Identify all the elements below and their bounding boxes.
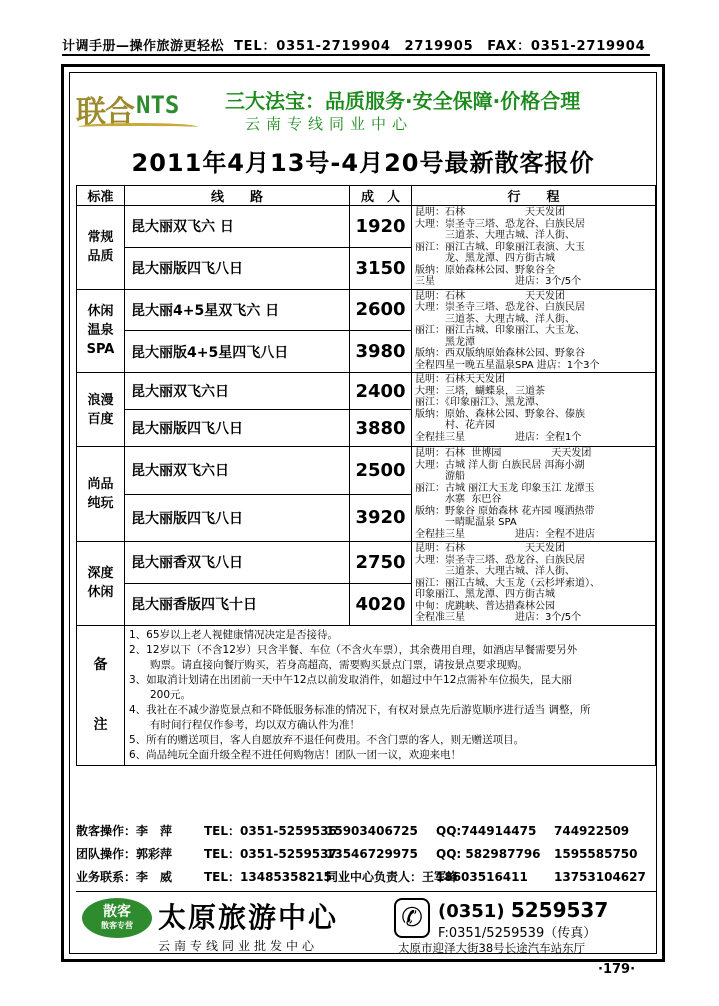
itinerary-line: 一晴昵温泉 SPA — [415, 517, 517, 528]
itinerary-cell — [412, 206, 656, 290]
contact-qq-label: 18603516411 — [436, 869, 528, 884]
itinerary-line: 三星 进店：3个/5个 — [415, 276, 582, 287]
notes-cell — [125, 625, 656, 765]
category-cell: 常规 品质 — [77, 206, 125, 290]
col-header-itinerary: 行 程 — [412, 186, 656, 206]
contact-mobile: 13546729975 — [326, 846, 418, 861]
itinerary-line: 丽江：丽江古城、大玉龙（云杉坪索道）、 — [415, 577, 600, 589]
footer — [76, 891, 656, 963]
table-row — [77, 542, 656, 584]
company-logo — [76, 83, 216, 135]
route-cell: 昆大丽双飞六日 — [125, 447, 350, 495]
table-row — [77, 373, 656, 410]
contact-mobile: 同业中心负责人：王军峰 — [326, 870, 459, 884]
itinerary-line: 村、花卉园 — [415, 420, 495, 431]
top-slogan: 计调手册—操作旅游更轻松 — [62, 38, 225, 54]
itinerary-line: 丽江：丽江古城、印象丽江、大玉龙、 — [415, 325, 585, 336]
price-cell: 3920 — [350, 494, 412, 542]
itinerary-line: 全程四星一晚五星温泉SPA 进店：1个3个 — [415, 359, 600, 371]
route-cell: 昆大丽版4+5星四飞八日 — [125, 331, 350, 373]
contact-tel: TEL：0351-5259536 — [204, 824, 337, 838]
itinerary-cell — [412, 447, 656, 542]
price-cell: 4020 — [350, 583, 412, 625]
page-title: 2011年4月13号-4月20号最新散客报价 — [131, 149, 595, 177]
price-cell: 2600 — [350, 289, 412, 331]
category-cell: 休闲 温泉 SPA — [77, 289, 125, 373]
price-table — [76, 185, 656, 766]
footer-badge — [82, 898, 152, 938]
phone-icon: ✆ — [394, 898, 430, 938]
itinerary-line: 版纳：西双版纳原始森林公园、野象谷 — [415, 348, 585, 359]
notes-label: 备 注 — [77, 625, 125, 765]
route-cell: 昆大丽双飞六 日 — [125, 206, 350, 248]
contact-tel: TEL：0351-5259537 — [204, 847, 337, 861]
contact-qq-label: QQ:744914475 — [436, 823, 537, 838]
contact-qq2: 1595585750 — [554, 846, 638, 861]
contact-label: 团队操作：郭彩萍 — [76, 847, 173, 861]
price-cell: 2750 — [350, 542, 412, 584]
route-cell: 昆大丽版四飞八日 — [125, 494, 350, 542]
itinerary-line: 印象丽江、黑龙潭、四方街古城 — [415, 589, 555, 600]
itinerary-line: 三道茶、大理古城、洋人街、 — [415, 313, 575, 325]
note-line: 2、12岁以下（不含12岁）只含半餐、车位（不含火车票），其余费用自理，如酒店早餐需要另外 — [129, 643, 578, 656]
col-header-adult: 成 人 — [350, 186, 412, 206]
logo-text-en: NTS — [136, 91, 180, 119]
itinerary-line: 昆明：石林 天天发团 — [415, 543, 565, 554]
contact-mobile: 15903406725 — [326, 823, 418, 838]
category-cell: 深度 休闲 — [77, 542, 125, 626]
footer-company-sub: 云南专线同业批发中心 — [158, 939, 319, 953]
itinerary-line: 版纳：原始、森林公园、野象谷、傣族 — [415, 408, 585, 420]
badge-text: 散客 — [103, 904, 131, 920]
contact-label: 业务联系：李 威 — [76, 870, 173, 884]
table-row — [77, 206, 656, 248]
table-row — [77, 447, 656, 495]
itinerary-line: 大理：古城 洋人街 白族民居 洱海小湖 — [415, 459, 585, 471]
note-line: 3、如取消计划请在出团前一天中午12点以前发取消件，如超过中午12点需补车位损失，昆大丽 — [129, 673, 572, 686]
top-bar — [62, 34, 650, 56]
price-cell: 3980 — [350, 331, 412, 373]
note-line: 5、所有的赠送项目，客人自愿放弃不退任何费用。不含门票的客人，则无赠送项目。 — [129, 733, 525, 746]
contacts-block — [76, 819, 656, 888]
footer-company-name: 太原旅游中心 — [158, 901, 339, 934]
itinerary-line: 版纳：原始森林公园、野象谷全 — [415, 264, 555, 276]
route-cell: 昆大丽版四飞八日 — [125, 247, 350, 289]
contact-qq2: 13753104627 — [554, 869, 646, 884]
footer-phone-prefix: (0351) — [438, 901, 505, 922]
category-cell: 浪漫 百度 — [77, 373, 125, 447]
itinerary-line: 昆明：石林 天天发团 — [415, 290, 565, 302]
price-cell: 3880 — [350, 410, 412, 447]
itinerary-line: 大理：崇圣寺三塔、恐龙谷、白族民居 — [415, 302, 585, 313]
contact-row — [76, 842, 656, 865]
contact-qq-label: QQ: 582987796 — [436, 846, 541, 861]
badge-small-text: 散客专营 — [101, 921, 133, 930]
contact-tel: TEL：13485358215 — [204, 870, 332, 884]
col-header-standard: 标准 — [77, 186, 125, 206]
note-line: 200元。 — [129, 688, 192, 701]
itinerary-cell — [412, 542, 656, 626]
col-header-route: 线 路 — [125, 186, 350, 206]
logo-swoosh — [78, 123, 198, 131]
price-cell: 3150 — [350, 247, 412, 289]
itinerary-line: 丽江：《印象丽江》、黑龙潭、 — [415, 397, 545, 408]
table-row — [77, 289, 656, 331]
itinerary-line: 全程挂三星 进店：全程不进店 — [415, 528, 595, 540]
itinerary-line: 大理：崇圣寺三塔、恐龙谷、白族民居 — [415, 218, 585, 230]
itinerary-cell — [412, 289, 656, 373]
header-slogan: 三大法宝：品质服务·安全保障·价格合理 — [225, 89, 581, 113]
footer-phone-number: 5259537 — [510, 898, 609, 922]
itinerary-line: 昆明：石林天天发团 — [415, 374, 505, 385]
itinerary-line: 龙、黑龙潭、四方街古城 — [415, 253, 555, 264]
itinerary-line: 三道茶、大理古城、洋人街、 — [415, 566, 575, 577]
footer-fax: F:0351/5259539（传真） — [438, 926, 597, 941]
price-cell: 2500 — [350, 447, 412, 495]
notes-row — [77, 625, 656, 765]
itinerary-line: 昆明：石林 世博园 天天发团 — [415, 448, 592, 459]
contact-row — [76, 819, 656, 842]
category-cell: 尚品 纯玩 — [77, 447, 125, 542]
footer-phone — [438, 898, 608, 922]
itinerary-line: 全程挂三星 进店：全程1个 — [415, 431, 582, 443]
top-tel: TEL：0351-2719904 2719905 FAX：0351-2719904 — [234, 38, 646, 54]
itinerary-line: 丽江：丽江古城、印象丽江表演、大玉 — [415, 241, 585, 253]
logo-text-cn: 联合 — [76, 95, 134, 130]
note-line: 有时间行程仅作参考，均以双方确认件为准！ — [129, 718, 360, 731]
itinerary-line: 昆明：石林 天天发团 — [415, 207, 565, 218]
contact-label: 散客操作：李 萍 — [76, 824, 173, 838]
itinerary-line: 三道茶、大理古城、洋人街、 — [415, 230, 575, 241]
price-cell: 1920 — [350, 206, 412, 248]
route-cell: 昆大丽双飞六日 — [125, 373, 350, 410]
route-cell: 昆大丽香版四飞十日 — [125, 583, 350, 625]
itinerary-cell — [412, 373, 656, 447]
note-line: 购票。请直接向餐厅购买，若身高超高，需要购买景点门票，请按景点要求现购。 — [129, 658, 528, 671]
itinerary-line: 版纳：野象谷 原始森林 花卉园 嘎洒热带 — [415, 505, 595, 517]
itinerary-line: 大理：三塔，蝴蝶泉，三道茶 — [415, 385, 545, 397]
note-line: 4、我社在不减少游览景点和不降低服务标准的情况下，有权对景点先后游览顺序进行适当 调整，所 — [129, 703, 591, 716]
price-cell: 2400 — [350, 373, 412, 410]
itinerary-line: 大理：崇圣寺三塔、恐龙谷、白族民居 — [415, 554, 585, 566]
route-cell: 昆大丽版四飞八日 — [125, 410, 350, 447]
note-line: 6、尚品纯玩全面升级全程不进任何购物店！团队一团一议，欢迎来电！ — [129, 748, 462, 761]
itinerary-line: 丽江：古城 丽江大玉龙 印象玉江 龙潭玉 — [415, 482, 595, 494]
itinerary-line: 中甸：虎跳峡、普达措森林公园 — [415, 600, 555, 612]
note-line: 1、65岁以上老人视健康情况决定是否接待。 — [129, 628, 339, 641]
page-number: ·179· — [598, 962, 636, 977]
itinerary-line: 水寨 东巴谷 — [415, 494, 502, 505]
route-cell: 昆大丽香双飞八日 — [125, 542, 350, 584]
itinerary-line: 全程准三星 进店：3个/5个 — [415, 612, 582, 623]
itinerary-line: 游船 — [415, 471, 465, 482]
itinerary-line: 黑龙潭 — [415, 336, 475, 348]
route-cell: 昆大丽4+5星双飞六 日 — [125, 289, 350, 331]
contact-row — [76, 865, 656, 888]
header-subtitle: 云南专线同业中心 — [245, 115, 414, 133]
flyer-inner — [69, 72, 657, 954]
footer-address: 太原市迎泽大街38号长途汽车站东厅 — [398, 941, 586, 955]
contact-qq2: 744922509 — [554, 823, 630, 838]
flyer-frame — [61, 64, 665, 962]
